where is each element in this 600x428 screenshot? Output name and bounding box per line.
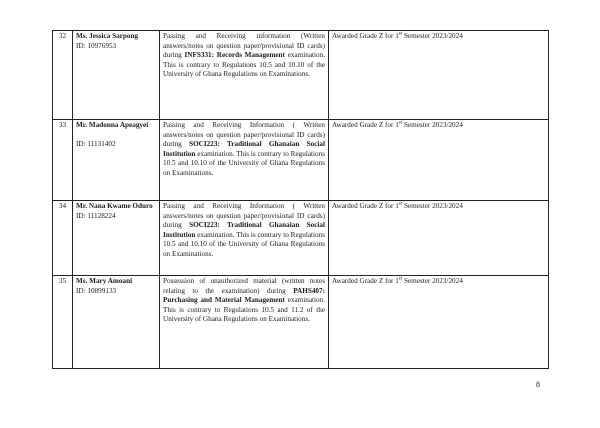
- row-number: 35: [53, 276, 73, 369]
- penalty-cell: [329, 31, 549, 120]
- offence-regulation: examination. This is contrary to Regulations 10.5 and 11.2 of the University of Ghana Regulations on Examinations.: [163, 296, 326, 324]
- offence-cell: [160, 201, 329, 276]
- penalty-ordinal: st: [398, 120, 403, 126]
- penalty-cell: [329, 276, 549, 369]
- table-row: [53, 201, 549, 276]
- page-number: 8: [536, 380, 540, 389]
- penalty-semester: Semester 2023/2024: [402, 121, 463, 129]
- course-name: PAHS407: Purchasing and Material Management: [163, 286, 325, 305]
- student-name: Mr. Nana Kwame Oduro: [76, 202, 153, 210]
- penalty-cell: [329, 120, 549, 201]
- offence-cell: [160, 120, 329, 201]
- student-name: Mr. Madonna Apeagyei: [76, 121, 149, 129]
- penalty-semester: Semester 2023/2024: [402, 202, 463, 210]
- student-cell: [73, 120, 160, 201]
- table-row: [53, 120, 549, 201]
- offence-regulation: examination. This is contrary to Regulations 10.5 and 10.10 of the University of Ghana Regulations on Examinations.: [163, 51, 325, 79]
- student-id: ID: 11128224: [76, 211, 116, 220]
- student-cell: [73, 201, 160, 276]
- student-id: ID: 11131402: [76, 139, 116, 148]
- student-name: Ms. Mary Amoani: [76, 277, 133, 285]
- row-number: 34: [53, 201, 73, 276]
- student-name: Ms. Jessica Sarpong: [76, 32, 139, 40]
- student-cell: [73, 276, 160, 369]
- student-cell: [73, 31, 160, 120]
- penalty-text: Awarded Grade Z for 1: [332, 202, 399, 210]
- table-row: [53, 276, 549, 369]
- offence-regulation: examination. This is contrary to Regulations 10.5 and 10.10 of the University of Ghana Regulations on Examinations.: [163, 230, 325, 258]
- offence-text: Passing and Receiving Information ( Written answers/notes on question paper/provisional ID cards) during: [163, 121, 325, 149]
- penalty-semester: Semester 2023/2024: [402, 277, 463, 285]
- disciplinary-records-table: [52, 30, 549, 369]
- offence-text: Possession of unauthorized material (written notes relating to the examination) during: [163, 277, 325, 295]
- row-number: 33: [53, 120, 73, 201]
- penalty-cell: [329, 201, 549, 276]
- penalty-semester: Semester 2023/2024: [402, 32, 463, 40]
- penalty-ordinal: st: [398, 201, 403, 207]
- penalty-text: Awarded Grade Z for 1: [332, 121, 399, 129]
- course-name: SOCI223: Traditional Ghanaian Social Institution: [163, 221, 326, 239]
- course-name: INFS331: Records Management: [184, 51, 285, 60]
- offence-cell: [160, 31, 329, 120]
- penalty-text: Awarded Grade Z for 1: [332, 277, 399, 285]
- offence-text: Passing and Receiving Information ( Written answers/notes on question paper/provisional ID cards) during: [163, 202, 325, 230]
- course-name: SOCI223: Traditional Ghanaian Social Institution: [163, 140, 326, 158]
- student-id: ID: 10976953: [76, 41, 117, 50]
- row-number: 32: [53, 31, 73, 120]
- penalty-ordinal: st: [398, 31, 403, 37]
- offence-cell: [160, 276, 329, 369]
- student-id: ID: 10899133: [76, 286, 117, 295]
- offence-regulation: examination. This is contrary to Regulations 10.5 and 10.10 of the University of Ghana Regulations on Examinations.: [163, 149, 325, 177]
- offence-text: Passing and Receiving information (Written answers/notes on question paper/provisional ID cards) during: [163, 32, 325, 60]
- penalty-text: Awarded Grade Z for 1: [332, 32, 399, 40]
- penalty-ordinal: st: [398, 276, 403, 282]
- table-row: [53, 31, 549, 120]
